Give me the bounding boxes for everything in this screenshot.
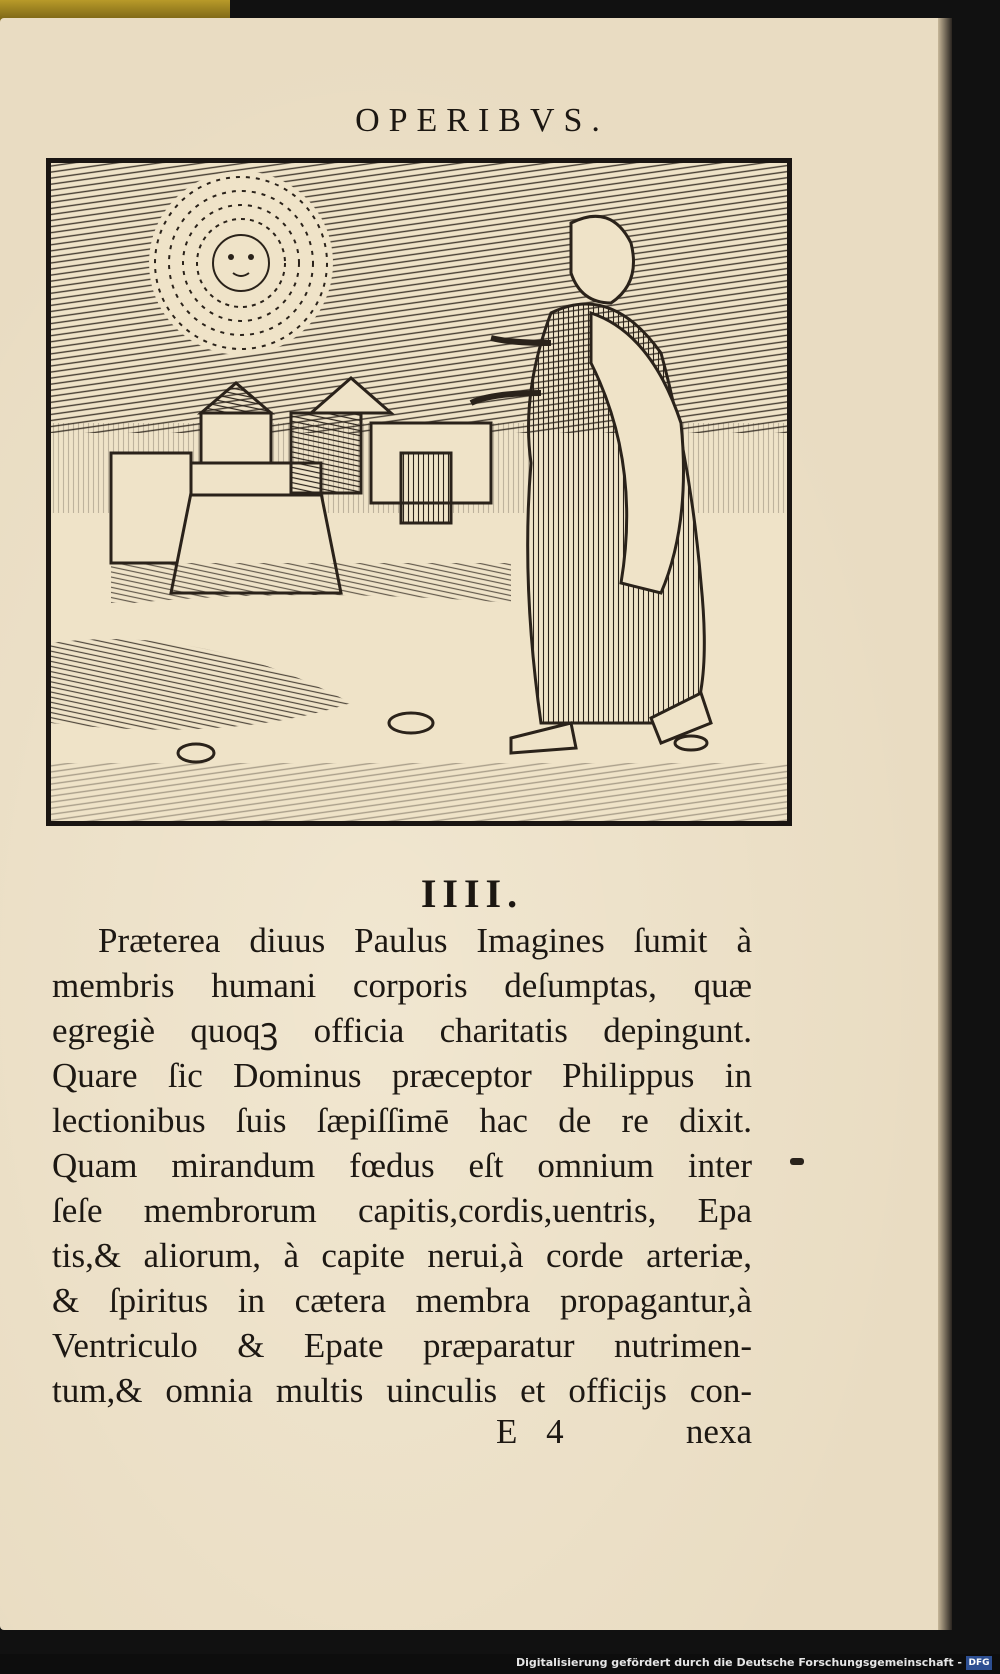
- page-footer: [52, 1412, 752, 1457]
- running-head: OPERIBVS.: [355, 102, 609, 139]
- page-edge: [938, 18, 952, 1630]
- digitization-credit: Digitalisierung gefördert durch die Deutsche Forschungsgemeinschaft -: [515, 1656, 962, 1669]
- woodcut-illustration: [46, 158, 792, 826]
- catchword: nexa: [685, 1412, 752, 1451]
- text-line: ſeſe membrorum capitis,cordis,uentris, Epa: [52, 1191, 752, 1230]
- text-line: Ventriculo & Epate præparatur nutrimen-: [52, 1326, 752, 1365]
- sun-icon: [149, 171, 333, 355]
- text-line: Quam mirandum fœdus eſt omnium inter: [52, 1146, 752, 1185]
- signature-mark: E 4: [496, 1412, 574, 1451]
- text-line: tis,& aliorum, à capite nerui,à corde arteriæ,: [52, 1236, 752, 1275]
- margin-mark: [790, 1158, 804, 1165]
- woodcut-sun-man-city-icon: [51, 163, 787, 821]
- text-line: tum,& omnia multis uinculis et officijs con-: [52, 1371, 752, 1410]
- text-line: lectionibus ſuis ſæpiſſimē hac de re dixit.: [52, 1101, 752, 1140]
- section-number: IIII.: [420, 871, 524, 916]
- text-line: egregiè quoqꝫ officia charitatis depingunt.: [52, 1011, 752, 1050]
- text-line: Quare ſic Dominus præceptor Philippus in: [52, 1056, 752, 1095]
- paragraph: [52, 918, 752, 1413]
- text-line: & ſpiritus in cætera membra propagantur,à: [52, 1281, 752, 1320]
- text-line: membris humani corporis deſumptas, quæ: [52, 966, 752, 1005]
- text-line: Præterea diuus Paulus Imagines ſumit à: [98, 921, 752, 960]
- dfg-logo: DFG: [966, 1656, 992, 1670]
